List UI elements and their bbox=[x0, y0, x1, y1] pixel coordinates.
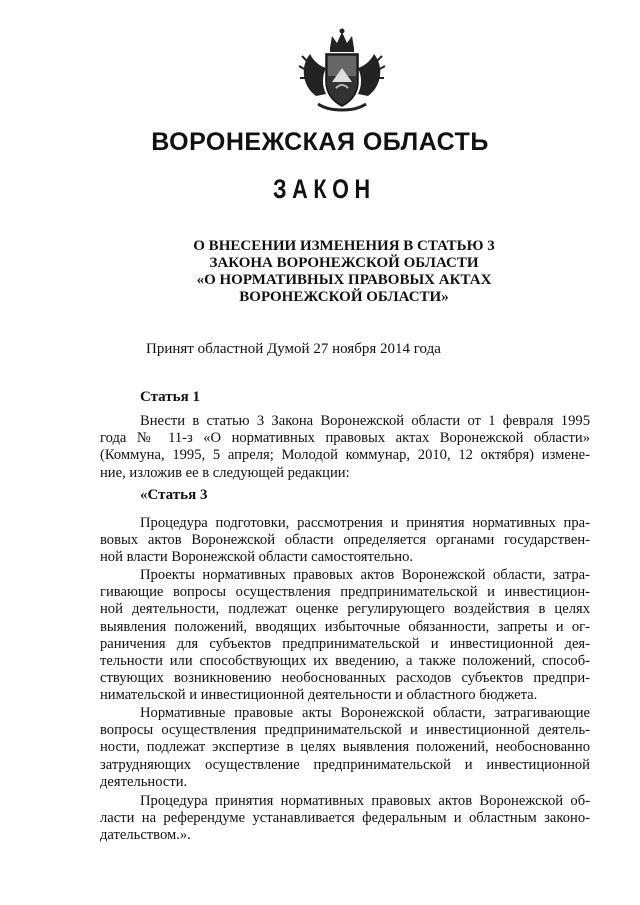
text-line: Внести в статью 3 Закона Воронежской области от 1 февраля 1995 bbox=[140, 413, 590, 429]
text-line: Процедура принятия нормативных правовых актов Воронежской об- bbox=[140, 793, 590, 809]
article-3-paragraph-3 bbox=[100, 705, 590, 791]
text-line: (Коммуна, 1995, 5 апреля; Молодой коммунар, 2010, 12 октября) измене- bbox=[100, 447, 590, 464]
text-line: ние, изложив ее в следующей редакции: bbox=[100, 464, 350, 481]
text-line: деятельности. bbox=[100, 773, 188, 790]
document-type: ЗАКОН bbox=[273, 174, 376, 204]
text-line: затрудняющих осуществление предпринимательской и инвестиционной bbox=[100, 756, 590, 773]
text-line: раничения для субъектов предпринимательской и инвестиционной дея- bbox=[100, 635, 590, 652]
text-line: Проекты нормативных правовых актов Воронежской области, затра- bbox=[140, 567, 590, 583]
text-line: Нормативные правовые акты Воронежской области, затрагивающие bbox=[140, 705, 590, 721]
text-line: ласти на референдуме устанавливается федеральным и областным законо- bbox=[100, 810, 590, 827]
adoption-date: Принят областной Думой 27 ноября 2014 года bbox=[146, 341, 441, 357]
text-line: ной деятельности, подлежат оценке регулирующего воздействия в целях bbox=[100, 601, 590, 618]
text-line: нимательской и инвестиционной деятельности и областного бюджета. bbox=[100, 687, 538, 704]
text-line: вопросы осуществления предпринимательской и инвестиционной деятель- bbox=[100, 722, 590, 739]
text-line: тельности или способствующих их введению, а также положений, способ- bbox=[100, 652, 590, 669]
text-line: гивающие вопросы осуществления предпринимательской и инвестицион- bbox=[100, 584, 590, 601]
region-title: ВОРОНЕЖСКАЯ ОБЛАСТЬ bbox=[151, 128, 489, 156]
article-3-paragraph-1 bbox=[100, 515, 590, 567]
text-line: дательством.». bbox=[100, 827, 191, 844]
text-line: ствующих возникновению необоснованных расходов субъектов предпри- bbox=[100, 670, 590, 687]
law-title bbox=[100, 238, 588, 306]
text-line: ности, подлежат экспертизе в целях выявления положений, необоснованно bbox=[100, 739, 590, 756]
law-title-line: ЗАКОНА ВОРОНЕЖСКОЙ ОБЛАСТИ bbox=[209, 255, 479, 271]
coat-of-arms-icon bbox=[296, 26, 388, 116]
article-3-heading: «Статья 3 bbox=[140, 487, 208, 503]
text-line: ной власти Воронежской области самостоятельно. bbox=[100, 549, 414, 566]
article-3-paragraph-4 bbox=[100, 793, 590, 845]
text-line: года № 11-з «О нормативных правовых актах Воронежской области» bbox=[100, 430, 590, 447]
text-line: выявления положений, вводящих избыточные обязанности, запреты и ог- bbox=[100, 618, 590, 635]
article-3-paragraph-2 bbox=[100, 567, 590, 705]
article-1-heading: Статья 1 bbox=[140, 389, 200, 405]
law-title-line: ВОРОНЕЖСКОЙ ОБЛАСТИ» bbox=[239, 289, 449, 305]
article-1-text bbox=[100, 413, 590, 482]
text-line: вовых актов Воронежской области определяется органами государствен- bbox=[100, 532, 590, 549]
law-title-line: О ВНЕСЕНИИ ИЗМЕНЕНИЯ В СТАТЬЮ 3 bbox=[193, 238, 495, 254]
law-title-line: «О НОРМАТИВНЫХ ПРАВОВЫХ АКТАХ bbox=[196, 272, 492, 288]
text-line: Процедура подготовки, рассмотрения и принятия нормативных пра- bbox=[140, 515, 590, 531]
